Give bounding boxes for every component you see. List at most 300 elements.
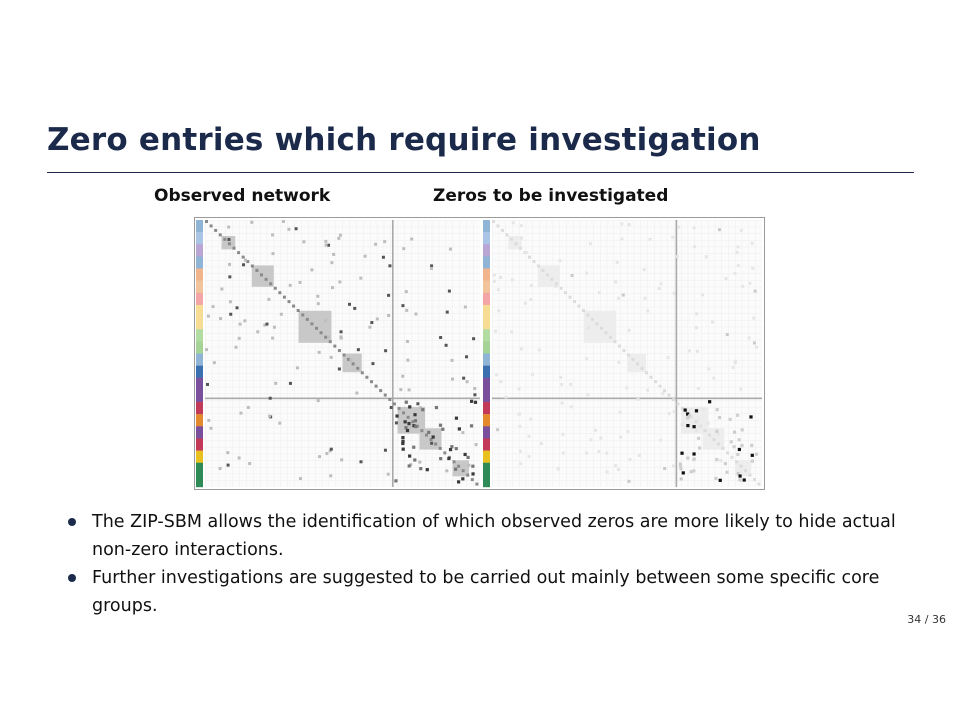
matrix-cell xyxy=(401,436,404,439)
matrix-cell xyxy=(315,327,318,330)
matrix-cell xyxy=(519,450,522,453)
matrix-cell xyxy=(702,408,705,411)
matrix-cell xyxy=(325,244,328,247)
matrix-cell xyxy=(402,247,405,250)
matrix-cell xyxy=(518,425,521,428)
block-divider xyxy=(492,398,762,400)
group-color-segment xyxy=(196,414,203,426)
matrix-cell xyxy=(617,297,620,300)
matrix-cell xyxy=(628,223,631,226)
matrix-cell xyxy=(340,330,343,333)
matrix-cell xyxy=(740,229,743,232)
matrix-cell xyxy=(337,237,340,240)
group-color-segment xyxy=(483,329,490,341)
matrix-cell xyxy=(605,452,608,455)
matrix-cell xyxy=(453,460,456,463)
matrix-cell xyxy=(654,380,657,383)
matrix-cell xyxy=(492,220,495,223)
matrix-cell xyxy=(693,245,696,248)
matrix-cell xyxy=(749,415,752,418)
matrix-cell xyxy=(467,464,470,467)
matrix-cell xyxy=(443,451,446,454)
matrix-cell xyxy=(693,457,696,460)
matrix-cell xyxy=(238,337,241,340)
matrix-cell xyxy=(316,295,319,298)
matrix-cell xyxy=(493,280,496,283)
matrix-cell xyxy=(387,473,390,476)
matrix-cell xyxy=(690,470,693,473)
matrix-cell xyxy=(686,456,689,459)
matrix-cell xyxy=(493,274,496,277)
matrix-cell xyxy=(739,388,742,391)
matrix-cell xyxy=(748,282,751,285)
matrix-cell xyxy=(212,305,215,308)
matrix-cell xyxy=(737,472,740,475)
matrix-cell xyxy=(260,273,263,276)
group-color-segment xyxy=(196,354,203,366)
matrix-cell xyxy=(616,261,619,264)
matrix-cell xyxy=(570,405,573,408)
matrix-cell xyxy=(435,406,438,409)
matrix-cell xyxy=(339,234,342,237)
matrix-cell xyxy=(332,253,335,256)
matrix-cell xyxy=(205,348,208,351)
matrix-cell xyxy=(520,237,523,240)
matrix-cell xyxy=(330,356,333,359)
matrix-cell xyxy=(638,454,641,457)
matrix-cell xyxy=(227,226,230,229)
matrix-cell xyxy=(589,242,592,245)
matrix-cell xyxy=(289,382,292,385)
matrix-cell xyxy=(473,393,476,396)
matrix-cell xyxy=(673,292,676,295)
matrix-cell xyxy=(465,355,468,358)
matrix-cell xyxy=(738,478,741,481)
matrix-cell xyxy=(297,309,300,312)
matrix-cell xyxy=(736,414,739,417)
matrix-cell xyxy=(605,331,608,334)
matrix-cell xyxy=(299,281,302,284)
matrix-cell xyxy=(352,362,355,365)
matrix-cell xyxy=(594,429,597,432)
matrix-cell xyxy=(736,245,739,248)
matrix-cell xyxy=(744,469,747,472)
matrix-cell xyxy=(695,409,698,412)
matrix-cell xyxy=(273,326,276,329)
matrix-cell xyxy=(338,349,341,352)
matrix-cell xyxy=(237,251,240,254)
matrix-cell xyxy=(228,242,231,245)
matrix-cell xyxy=(497,224,500,227)
matrix-cell xyxy=(219,317,222,320)
matrix-cell xyxy=(368,326,371,329)
group-color-segment xyxy=(483,366,490,378)
matrix-cell xyxy=(450,445,453,448)
matrix-cell xyxy=(505,396,508,399)
matrix-cell xyxy=(698,446,701,449)
matrix-cell xyxy=(712,377,715,380)
matrix-cell xyxy=(295,227,298,230)
group-color-segment xyxy=(483,354,490,366)
matrix-cell xyxy=(338,280,341,283)
matrix-cell xyxy=(496,428,499,431)
matrix-cell xyxy=(672,464,675,467)
group-color-segment xyxy=(196,463,203,475)
matrix-cell xyxy=(387,294,390,297)
matrix-cell xyxy=(269,397,272,400)
matrix-cell xyxy=(531,373,534,376)
matrix-cell xyxy=(274,287,277,290)
matrix-cell xyxy=(455,447,458,450)
matrix-cell xyxy=(578,305,581,308)
matrix-cell xyxy=(626,430,629,433)
matrix-cell xyxy=(501,229,504,232)
matrix-cell xyxy=(713,438,716,441)
matrix-cell xyxy=(447,457,450,460)
matrix-cell xyxy=(445,469,448,472)
matrix-cell xyxy=(353,307,356,310)
matrix-cell xyxy=(517,388,520,391)
group-color-segment xyxy=(196,390,203,402)
matrix-cell xyxy=(243,319,246,322)
matrix-cell xyxy=(408,464,411,467)
matrix-cell xyxy=(671,236,674,239)
matrix-cell xyxy=(529,418,532,421)
group-color-segment xyxy=(196,317,203,329)
matrix-cell xyxy=(288,300,291,303)
matrix-cell xyxy=(627,354,630,357)
matrix-cell xyxy=(455,417,458,420)
matrix-cell xyxy=(649,238,652,241)
matrix-cell xyxy=(643,297,646,300)
matrix-cell xyxy=(520,224,523,227)
matrix-cell xyxy=(430,267,433,270)
matrix-cell xyxy=(620,222,623,225)
group-color-segment xyxy=(483,244,490,256)
matrix-cell xyxy=(600,327,603,330)
matrix-cell xyxy=(327,336,330,339)
group-color-segment xyxy=(196,281,203,293)
matrix-cell xyxy=(406,429,409,432)
matrix-cell xyxy=(623,349,626,352)
matrix-cell xyxy=(751,454,754,457)
matrix-cell xyxy=(357,348,360,351)
matrix-cell xyxy=(432,435,435,438)
matrix-cell xyxy=(741,285,744,288)
matrix-cell xyxy=(729,418,732,421)
matrix-cell xyxy=(750,444,753,447)
matrix-cell xyxy=(449,448,452,451)
matrix-cell xyxy=(559,376,562,379)
matrix-cell xyxy=(614,464,617,467)
matrix-cell xyxy=(542,269,545,272)
group-color-segment xyxy=(196,475,203,487)
group-color-segment xyxy=(196,305,203,317)
matrix-cell xyxy=(324,240,327,243)
matrix-cell xyxy=(716,408,719,411)
group-color-segment xyxy=(483,378,490,390)
matrix-cell xyxy=(439,336,442,339)
matrix-cell xyxy=(512,221,515,224)
matrix-cell xyxy=(628,329,631,332)
matrix-cell xyxy=(704,429,707,432)
matrix-cell xyxy=(413,413,416,416)
matrix-cell xyxy=(591,318,594,321)
matrix-cell xyxy=(641,367,644,370)
matrix-cell xyxy=(393,402,396,405)
matrix-cell xyxy=(210,427,213,430)
matrix-cell xyxy=(697,437,700,440)
matrix-cell xyxy=(404,426,407,429)
matrix-cell xyxy=(676,255,679,258)
matrix-cell xyxy=(267,298,270,301)
matrix-cell xyxy=(388,398,391,401)
matrix-cell xyxy=(707,422,710,425)
matrix-cell xyxy=(471,465,474,468)
matrix-cell xyxy=(399,388,402,391)
matrix-cell xyxy=(643,268,646,271)
matrix-cell xyxy=(736,453,739,456)
matrix-cell xyxy=(449,248,452,251)
zeros-investigated-title: Zeros to be investigated xyxy=(433,186,669,206)
matrix-cell xyxy=(569,296,572,299)
matrix-cell xyxy=(384,349,387,352)
matrix-cell xyxy=(751,267,754,270)
matrix-cell xyxy=(715,430,718,433)
matrix-cell xyxy=(408,388,411,391)
matrix-cell xyxy=(282,220,285,223)
group-color-segment xyxy=(483,402,490,414)
matrix-cell xyxy=(233,247,236,250)
matrix-cell xyxy=(239,323,242,326)
group-color-segment xyxy=(196,232,203,244)
matrix-cell xyxy=(753,478,756,481)
matrix-cell xyxy=(569,383,572,386)
matrix-cell xyxy=(244,259,247,262)
matrix-cell xyxy=(355,392,358,395)
matrix-cell xyxy=(735,460,738,463)
matrix-cell xyxy=(724,277,727,280)
matrix-cell xyxy=(732,366,735,369)
matrix-cell xyxy=(519,247,522,250)
matrix-cell xyxy=(310,268,313,271)
matrix-cell xyxy=(461,431,464,434)
matrix-cell xyxy=(330,261,333,264)
bullet-dot xyxy=(68,518,76,526)
matrix-cell xyxy=(497,288,500,291)
matrix-cell xyxy=(331,286,334,289)
matrix-cell xyxy=(239,412,242,415)
matrix-cell xyxy=(338,367,341,370)
matrix-cell xyxy=(682,471,685,474)
matrix-cell xyxy=(388,264,391,267)
matrix-cell xyxy=(618,345,621,348)
matrix-cell xyxy=(419,467,422,470)
matrix-cell xyxy=(740,444,743,447)
matrix-cell xyxy=(673,410,676,413)
matrix-cell xyxy=(733,272,736,275)
matrix-cell xyxy=(537,265,540,268)
matrix-cell xyxy=(408,454,411,457)
bullet-text: The ZIP-SBM allows the identification of which observed zeros are more likely to hide actual non-zero interactions. xyxy=(92,512,896,560)
matrix-cell xyxy=(271,233,274,236)
matrix-cell xyxy=(414,312,417,315)
matrix-cell xyxy=(585,272,588,275)
matrix-cell xyxy=(271,252,274,255)
matrix-cell xyxy=(681,407,684,410)
matrix-cell xyxy=(402,411,405,414)
matrix-cell xyxy=(365,376,368,379)
matrix-cell xyxy=(370,321,373,324)
matrix-cell xyxy=(650,376,653,379)
group-color-segment xyxy=(483,256,490,268)
matrix-cell xyxy=(619,411,622,414)
matrix-cell xyxy=(753,341,756,344)
matrix-cell xyxy=(223,238,226,241)
matrix-cell xyxy=(402,448,405,451)
matrix-cell xyxy=(494,330,497,333)
matrix-cell xyxy=(677,402,680,405)
matrix-cell xyxy=(658,287,661,290)
matrix-cell xyxy=(506,233,509,236)
bullet-list xyxy=(68,508,928,620)
matrix-cell xyxy=(364,255,367,258)
matrix-cell xyxy=(228,263,231,266)
matrix-cell xyxy=(511,278,514,281)
matrix-cell xyxy=(265,278,268,281)
matrix-cell xyxy=(472,337,475,340)
matrix-cell xyxy=(663,467,666,470)
matrix-cell xyxy=(329,474,332,477)
matrix-cell xyxy=(719,459,722,462)
matrix-cell xyxy=(560,287,563,290)
matrix-cell xyxy=(210,224,213,227)
matrix-cell xyxy=(667,356,670,359)
matrix-cell xyxy=(755,346,758,349)
matrix-cell xyxy=(554,285,557,288)
group-color-segment xyxy=(483,426,490,438)
bullet-item xyxy=(68,564,928,620)
matrix-cell xyxy=(287,228,290,231)
matrix-cell xyxy=(251,265,254,268)
matrix-cell xyxy=(228,275,231,278)
matrix-cell xyxy=(325,452,328,455)
matrix-cell xyxy=(562,451,565,454)
matrix-cell xyxy=(226,451,229,454)
matrix-cell xyxy=(726,451,729,454)
group-color-segment xyxy=(196,269,203,281)
matrix-cell xyxy=(376,317,379,320)
matrix-cell xyxy=(629,458,632,461)
matrix-cell xyxy=(738,474,741,477)
bullet-text: Further investigations are suggested to be carried out mainly between some specific core groups. xyxy=(92,568,880,616)
matrix-cell xyxy=(701,293,704,296)
group-color-segment xyxy=(196,341,203,353)
matrix-cell xyxy=(705,255,708,258)
matrix-cell xyxy=(587,313,590,316)
group-color-segment xyxy=(483,451,490,463)
matrix-cell xyxy=(401,375,404,378)
matrix-cell xyxy=(318,351,321,354)
matrix-cell xyxy=(384,449,387,452)
group-color-segment xyxy=(483,475,490,487)
matrix-cell xyxy=(268,415,271,418)
matrix-cell xyxy=(495,373,498,376)
matrix-cell xyxy=(374,243,377,246)
matrix-cell xyxy=(410,238,413,241)
matrix-cell xyxy=(411,420,414,423)
zeros-investigated-matrix xyxy=(483,220,762,487)
matrix-cell xyxy=(466,474,469,477)
matrix-cell xyxy=(528,455,531,458)
matrix-cell xyxy=(708,434,711,437)
matrix-cell xyxy=(677,226,680,229)
matrix-cell xyxy=(726,333,729,336)
group-color-segment xyxy=(483,269,490,281)
matrix-cell xyxy=(348,303,351,306)
matrix-cell xyxy=(269,282,272,285)
matrix-cell xyxy=(715,458,718,461)
matrix-cell xyxy=(473,387,476,390)
matrix-cell xyxy=(387,314,390,317)
matrix-cell xyxy=(741,428,744,431)
matrix-cell xyxy=(302,240,305,243)
matrix-cell xyxy=(586,393,589,396)
matrix-cell xyxy=(395,414,398,417)
matrix-cell xyxy=(510,238,513,241)
matrix-cell xyxy=(540,442,543,445)
matrix-cell xyxy=(406,359,409,362)
matrix-cell xyxy=(499,276,502,279)
matrix-cell xyxy=(751,460,754,463)
matrix-cell xyxy=(359,277,362,280)
matrix-cell xyxy=(236,306,239,309)
matrix-cell xyxy=(470,424,473,427)
matrix-cell xyxy=(589,438,592,441)
observed-network-matrix xyxy=(196,220,480,487)
matrix-cell xyxy=(466,456,469,459)
matrix-cell xyxy=(696,350,699,353)
matrix-cell xyxy=(528,256,531,259)
matrix-cell xyxy=(324,319,327,322)
matrix-cell xyxy=(446,311,449,314)
matrix-cell xyxy=(680,452,683,455)
matrix-cell xyxy=(668,394,671,397)
matrix-cell xyxy=(278,422,281,425)
matrix-cell xyxy=(430,264,433,267)
matrix-cell xyxy=(242,263,245,266)
matrix-cell xyxy=(617,468,620,471)
matrix-cell xyxy=(686,424,689,427)
matrix-cell xyxy=(475,483,478,486)
matrix-cell xyxy=(451,359,454,362)
matrix-cell xyxy=(227,238,230,241)
group-color-segment xyxy=(483,390,490,402)
matrix-cell xyxy=(439,424,442,427)
matrix-cell xyxy=(462,377,465,380)
group-color-segment xyxy=(483,317,490,329)
matrix-cell xyxy=(679,464,682,467)
matrix-cell xyxy=(395,421,398,424)
matrix-canvas xyxy=(194,217,765,490)
matrix-cell xyxy=(561,402,564,405)
matrix-cell xyxy=(551,278,554,281)
matrix-cell xyxy=(382,256,385,259)
matrix-cell xyxy=(265,323,268,326)
matrix-cell xyxy=(383,240,386,243)
matrix-cell xyxy=(227,464,230,467)
matrix-cell xyxy=(439,457,442,460)
